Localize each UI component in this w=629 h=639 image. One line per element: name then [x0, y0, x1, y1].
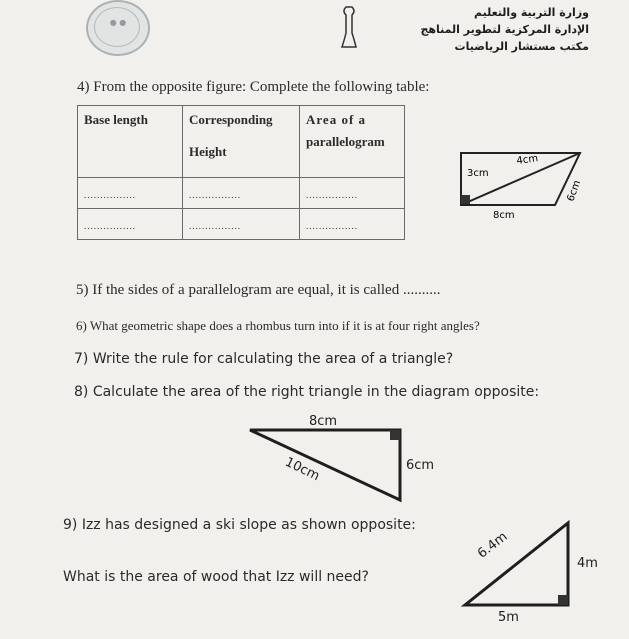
q9-hyp-label: 6.4m: [474, 529, 511, 562]
fig4-bottom-label: 8cm: [493, 210, 515, 221]
q4-figure: [455, 150, 590, 230]
ministry-seal: ● ●: [86, 0, 150, 56]
blank-cell[interactable]: ................: [300, 178, 405, 209]
q4-text: 4) From the opposite figure: Complete the following table:: [77, 79, 430, 95]
th-area: Area of a parallelogram: [300, 106, 405, 178]
q9-text-1: 9) Izz has designed a ski slope as shown opposite:: [63, 517, 416, 533]
q9-side-label: 4m: [577, 556, 598, 571]
blank-cell[interactable]: ................: [183, 209, 300, 240]
right-triangle-shape: [250, 430, 400, 500]
q4-table: [77, 105, 405, 240]
table-row: [78, 209, 405, 240]
q8-side-label: 6cm: [406, 458, 435, 473]
fig4-right-label: 6cm: [565, 178, 584, 204]
q9-base-label: 5m: [498, 610, 519, 625]
arabic-header: [369, 4, 589, 55]
blank-cell[interactable]: ................: [183, 178, 300, 209]
q7-text: 7) Write the rule for calculating the area of a triangle?: [74, 351, 454, 367]
th-base: Base length: [78, 106, 183, 178]
q8-hyp-label: 10cm: [282, 454, 322, 485]
right-angle-mark: [390, 430, 400, 440]
right-angle-mark: [558, 595, 568, 605]
q9-text-2: What is the area of wood that Izz will need?: [63, 569, 369, 585]
ministry-line: وزارة التربية والتعليم: [474, 6, 589, 19]
blank-cell[interactable]: ................: [78, 178, 183, 209]
q8-top-label: 8cm: [309, 414, 338, 429]
blank-cell[interactable]: ................: [78, 209, 183, 240]
blank-cell[interactable]: ................: [300, 209, 405, 240]
fig4-top-label: 4cm: [515, 153, 539, 167]
figurine-icon: [334, 3, 364, 51]
right-angle-mark: [461, 195, 470, 204]
th-height: Corresponding Height: [183, 106, 300, 178]
ski-slope-triangle: [465, 523, 568, 605]
q5-text: 5) If the sides of a parallelogram are equal, it is called ..........: [76, 282, 441, 298]
q8-text: 8) Calculate the area of the right triangle in the diagram opposite:: [74, 384, 540, 400]
admin-line: الإدارة المركزية لتطوير المناهج: [420, 23, 589, 36]
table-row: [78, 178, 405, 209]
q9-figure: [455, 515, 585, 615]
fig4-left-label: 3cm: [467, 168, 489, 179]
q6-text: 6) What geometric shape does a rhombus turn into if it is at four right angles?: [76, 318, 480, 333]
office-line: مكتب مستشار الرياضيات: [454, 40, 589, 53]
